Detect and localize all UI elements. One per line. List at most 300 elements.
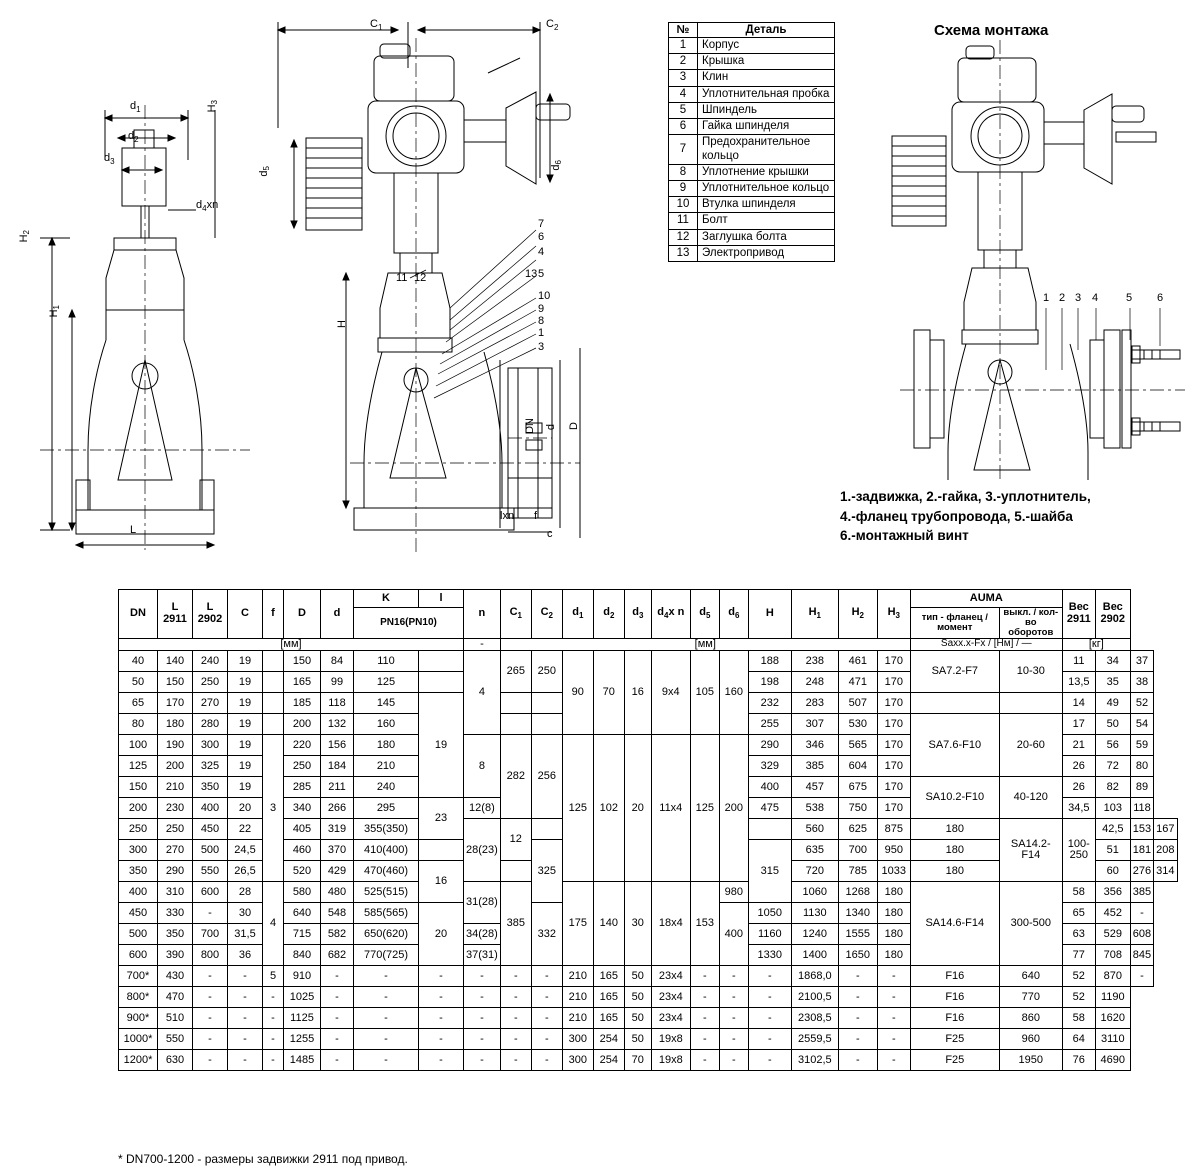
cell-weight-2911: 82 — [1095, 777, 1130, 798]
cell-d1: 175 — [562, 882, 593, 966]
col-K: K — [354, 590, 419, 608]
cell-H1: 1868,0 — [791, 966, 838, 987]
parts-table — [668, 22, 835, 262]
col-d3: $d_3$ — [624, 590, 651, 639]
cell-c2: - — [531, 1050, 562, 1071]
spec-table — [118, 589, 1178, 1071]
dim-label-h1: $H_1$ — [48, 305, 62, 318]
cell-l: - — [419, 1050, 464, 1071]
cell-H3: 180 — [877, 882, 910, 903]
auma-sub1: тип - фланец / момент — [910, 608, 999, 639]
cell-d6: - — [719, 1008, 748, 1029]
cell-moment: 960 — [999, 1029, 1062, 1050]
cell-n: 4 — [464, 651, 501, 735]
cell-H1: 3102,5 — [791, 1050, 838, 1071]
mounting-legend-line2: 4.-фланец трубопровода, 5.-шайба — [840, 508, 1073, 524]
cell-weight-2902: 118 — [1130, 798, 1153, 819]
cell-f — [263, 651, 284, 672]
cell-d6: - — [719, 1029, 748, 1050]
cell-f: - — [263, 1029, 284, 1050]
cell-weight-2911: 153 — [1130, 819, 1153, 840]
cell-H1: 238 — [791, 651, 838, 672]
unit-mm-1: [мм] — [119, 638, 464, 651]
cell-weight-2902: 167 — [1154, 819, 1177, 840]
cell-d4n: 11x4 — [651, 735, 690, 882]
cell-l2902: 400 — [193, 798, 228, 819]
cell-l2911: 270 — [158, 840, 193, 861]
cell-d: 319 — [321, 819, 354, 840]
cell-l2902: 500 — [193, 840, 228, 861]
cell-d5: - — [690, 1050, 719, 1071]
parts-header-no: № — [669, 23, 698, 38]
cell-H2: - — [838, 1029, 877, 1050]
col-D: D — [284, 590, 321, 639]
cell-H: - — [748, 1008, 791, 1029]
cell-l2911: 330 — [158, 903, 193, 924]
col-dn: DN — [119, 590, 158, 639]
parts-row-no: 1 — [669, 38, 698, 54]
cell-c1: 385 — [500, 882, 531, 966]
cell-D: 200 — [284, 714, 321, 735]
cell-weight-extra: 52 — [1062, 966, 1095, 987]
cell-l2902: 800 — [193, 945, 228, 966]
cell-weight-extra: 13,5 — [1062, 672, 1095, 693]
cell-d: - — [321, 1008, 354, 1029]
cell-weight-extra: 64 — [1062, 1029, 1095, 1050]
cell-l: 31(28) — [464, 882, 501, 924]
cell-d: 99 — [321, 672, 354, 693]
cell-H1: 2308,5 — [791, 1008, 838, 1029]
spec-row — [119, 651, 1178, 672]
cell-c: 19 — [228, 693, 263, 714]
cell-dn: 900* — [119, 1008, 158, 1029]
parts-row-name: Уплотнение крышки — [698, 164, 835, 180]
cell-H1: 457 — [791, 777, 838, 798]
cell-H: - — [748, 987, 791, 1008]
cell-weight-2911: 708 — [1095, 945, 1130, 966]
cell-l2911: 170 — [158, 693, 193, 714]
cell-H1: 1240 — [791, 924, 838, 945]
cell-l2902: - — [193, 1008, 228, 1029]
cell-H: 1330 — [748, 945, 791, 966]
dim-label-h3-left: $H_3$ — [206, 100, 220, 113]
cell-D: 185 — [284, 693, 321, 714]
parts-row — [669, 38, 835, 54]
cell-weight-2911: 1620 — [1095, 1008, 1130, 1029]
cell-l2911: 350 — [158, 924, 193, 945]
cell-weight-2911: 56 — [1095, 735, 1130, 756]
cell-l — [419, 651, 464, 672]
cell-H3: 180 — [910, 840, 999, 861]
cell-D: 840 — [284, 945, 321, 966]
cell-H2: 1555 — [838, 924, 877, 945]
cell-c: 26,5 — [228, 861, 263, 882]
cell-d: - — [321, 987, 354, 1008]
cell-d2: 165 — [593, 1008, 624, 1029]
cell-c: - — [228, 1008, 263, 1029]
col-H3: $H_3$ — [877, 590, 910, 639]
cell-K: 650(620) — [354, 924, 419, 945]
cell-n: - — [464, 966, 501, 987]
cell-d1: 300 — [562, 1050, 593, 1071]
cell-weight-2902: 608 — [1130, 924, 1153, 945]
parts-row-name: Уплотнительная пробка — [698, 86, 835, 102]
cell-l2902: - — [193, 966, 228, 987]
cell-d3: 20 — [624, 735, 651, 882]
cell-K: 240 — [354, 777, 419, 798]
cell-c: 22 — [228, 819, 263, 840]
cell-c: 31,5 — [228, 924, 263, 945]
cell-H: 635 — [791, 840, 838, 861]
dim-label-l: L — [130, 524, 137, 536]
cell-H2: 461 — [838, 651, 877, 672]
cell-d1: 210 — [562, 987, 593, 1008]
cell-H3: - — [877, 1008, 910, 1029]
col-d1: $d_1$ — [562, 590, 593, 639]
cell-c: 19 — [228, 672, 263, 693]
auma-title: AUMA — [969, 591, 1003, 604]
cell-weight-2911: 103 — [1095, 798, 1130, 819]
parts-row-no: 13 — [669, 245, 698, 261]
cell-f — [263, 693, 284, 714]
cell-weight-extra: 76 — [1062, 1050, 1095, 1071]
cell-d: 211 — [321, 777, 354, 798]
cell-f: - — [263, 1008, 284, 1029]
cell-d: 84 — [321, 651, 354, 672]
cell-weight-2911: 4690 — [1095, 1050, 1130, 1071]
cell-weight-2902: 80 — [1130, 756, 1153, 777]
parts-row-no: 4 — [669, 86, 698, 102]
cell-dn: 150 — [119, 777, 158, 798]
cell-auma: F16 — [910, 987, 999, 1008]
cell-H: 560 — [791, 819, 838, 840]
cell-H1: 283 — [791, 693, 838, 714]
cell-weight-2902: 59 — [1130, 735, 1153, 756]
cell-H1: 1400 — [791, 945, 838, 966]
cell-d: 582 — [321, 924, 354, 945]
cell-H2: - — [838, 1050, 877, 1071]
cell-l2911: 510 — [158, 1008, 193, 1029]
cell-n: 16 — [419, 861, 464, 903]
cell-H3: 180 — [877, 945, 910, 966]
cell-H2: 507 — [838, 693, 877, 714]
cell-d3: 50 — [624, 966, 651, 987]
cell-K: 180 — [354, 735, 419, 756]
cell-d: - — [321, 1050, 354, 1071]
cell-c1 — [500, 714, 531, 735]
cell-H: 198 — [748, 672, 791, 693]
cell-moment — [999, 693, 1062, 714]
cell-H3: - — [877, 966, 910, 987]
cell-l2902: - — [193, 1029, 228, 1050]
cell-l: - — [419, 1008, 464, 1029]
callout-9: 9 — [538, 303, 545, 315]
cell-K: - — [354, 1029, 419, 1050]
cell-d4n: 23x4 — [651, 966, 690, 987]
cell-d6: - — [719, 987, 748, 1008]
unit-saxx: Saxx.x-Fx / [Нм] / — — [910, 638, 1062, 651]
cell-H: 188 — [748, 651, 791, 672]
cell-auma: F16 — [910, 966, 999, 987]
cell-l2911: 180 — [158, 714, 193, 735]
cell-H3: - — [877, 1050, 910, 1071]
parts-row — [669, 197, 835, 213]
cell-d6: 400 — [719, 903, 748, 966]
callout-3: 3 — [538, 341, 545, 353]
cell-d2: 70 — [593, 651, 624, 735]
dim-label-d5: $d_5$ — [258, 166, 272, 177]
cell-weight-extra: 17 — [1062, 714, 1095, 735]
cell-D: 1025 — [284, 987, 321, 1008]
cell-l: 28(23) — [464, 819, 501, 882]
parts-row-name: Клин — [698, 70, 835, 86]
cell-c1: - — [500, 1050, 531, 1071]
cell-H: 1050 — [748, 903, 791, 924]
cell-H1: 538 — [791, 798, 838, 819]
cell-d2: 165 — [593, 987, 624, 1008]
cell-l: - — [419, 987, 464, 1008]
cell-l: 23 — [419, 798, 464, 840]
cell-K: 525(515) — [354, 882, 419, 903]
cell-d: 480 — [321, 882, 354, 903]
cell-moment: 770 — [999, 987, 1062, 1008]
dim-label-c: c — [547, 528, 553, 540]
col-K-sub: PN16(PN10) — [354, 608, 464, 639]
cell-dn: 700* — [119, 966, 158, 987]
cell-l: 19 — [419, 693, 464, 798]
col-c: C — [228, 590, 263, 639]
cell-c1: - — [500, 1029, 531, 1050]
parts-row-name: Втулка шпинделя — [698, 197, 835, 213]
mounting-drawing — [840, 40, 1190, 480]
cell-weight-2911: 35 — [1095, 672, 1130, 693]
cell-d3: 16 — [624, 651, 651, 735]
cell-weight-extra: 51 — [1095, 840, 1130, 861]
cell-H: - — [748, 1050, 791, 1071]
cell-H1: 625 — [838, 819, 877, 840]
cell-weight-2902: - — [1130, 903, 1153, 924]
cell-H1: 248 — [791, 672, 838, 693]
cell-H: 255 — [748, 714, 791, 735]
dim-label-h2: $H_2$ — [18, 230, 32, 243]
cell-K: 770(725) — [354, 945, 419, 966]
cell-D: 150 — [284, 651, 321, 672]
spec-row — [119, 1029, 1178, 1050]
left-elevation-drawing — [10, 10, 260, 570]
cell-D: 1255 — [284, 1029, 321, 1050]
col-H: H — [748, 590, 791, 639]
cell-l2911: 550 — [158, 1029, 193, 1050]
cell-dn: 800* — [119, 987, 158, 1008]
cell-H: 290 — [748, 735, 791, 756]
cell-weight-2911: 452 — [1095, 903, 1130, 924]
cell-c: - — [228, 966, 263, 987]
col-f: f — [263, 590, 284, 639]
col-H2: $H_2$ — [838, 590, 877, 639]
spec-table-header — [119, 590, 1178, 651]
cell-f: 4 — [263, 882, 284, 966]
cell-c: 19 — [228, 735, 263, 756]
cell-D: 340 — [284, 798, 321, 819]
cell-d5: - — [690, 1008, 719, 1029]
cell-l2911: 250 — [158, 819, 193, 840]
callout-12: 12 — [414, 272, 427, 284]
cell-H3: - — [877, 987, 910, 1008]
cell-d6: 160 — [719, 651, 748, 735]
parts-row-no: 12 — [669, 229, 698, 245]
cell-d1: 125 — [562, 735, 593, 882]
unit-dash: - — [464, 638, 501, 651]
cell-d: - — [321, 966, 354, 987]
parts-row — [669, 245, 835, 261]
cell-H: 232 — [748, 693, 791, 714]
cell-K: 355(350) — [354, 819, 419, 840]
cell-weight-2902: 314 — [1154, 861, 1177, 882]
cell-dn: 40 — [119, 651, 158, 672]
cell-d: 548 — [321, 903, 354, 924]
col-d: d — [321, 590, 354, 639]
cell-n: - — [464, 1050, 501, 1071]
cell-H3: 170 — [877, 777, 910, 798]
parts-row-no: 2 — [669, 54, 698, 70]
dim-label-dn: DN — [524, 418, 536, 434]
cell-weight-2902: - — [1130, 966, 1153, 987]
cell-l2911: 230 — [158, 798, 193, 819]
cell-weight-extra: 63 — [1062, 924, 1095, 945]
cell-D: 250 — [284, 756, 321, 777]
cell-d3: 50 — [624, 1008, 651, 1029]
section-drawing — [250, 8, 660, 568]
cell-c: - — [228, 1050, 263, 1071]
col-l2911: L 2911 — [158, 590, 193, 639]
cell-H3: 170 — [877, 735, 910, 756]
cell-c2: - — [531, 987, 562, 1008]
dim-label-d6: $d_6$ — [550, 160, 564, 171]
cell-weight-extra: 26 — [1062, 756, 1095, 777]
col-c1: $C_1$ — [500, 590, 531, 639]
cell-auma: SA7.6-F10 — [910, 714, 999, 777]
cell-H2: 1268 — [838, 882, 877, 903]
cell-weight-2902: 89 — [1130, 777, 1153, 798]
callout-5: 5 — [538, 268, 545, 280]
parts-row — [669, 86, 835, 102]
cell-d: 132 — [321, 714, 354, 735]
cell-D: 460 — [284, 840, 321, 861]
cell-c1: 265 — [500, 651, 531, 693]
cell-H1: 346 — [791, 735, 838, 756]
spec-row — [119, 1008, 1178, 1029]
cell-weight-2902: 38 — [1130, 672, 1153, 693]
cell-H1: 2559,5 — [791, 1029, 838, 1050]
cell-l2911: 630 — [158, 1050, 193, 1071]
cell-l2911: 140 — [158, 651, 193, 672]
cell-dn: 80 — [119, 714, 158, 735]
cell-c1 — [500, 861, 531, 882]
dim-label-D: D — [568, 422, 580, 430]
cell-c2 — [531, 693, 562, 714]
mounting-legend-line1: 1.-задвижка, 2.-гайка, 3.-уплотнитель, — [840, 489, 1091, 504]
cell-D: 1485 — [284, 1050, 321, 1071]
cell-auma: SA14.2-F14 — [999, 819, 1062, 882]
col-n: n — [464, 590, 501, 639]
spec-row — [119, 987, 1178, 1008]
cell-c: 28 — [228, 882, 263, 903]
dim-label-c1: $C_1$ — [370, 18, 383, 33]
cell-H3: 170 — [877, 672, 910, 693]
cell-K: 160 — [354, 714, 419, 735]
parts-row — [669, 213, 835, 229]
cell-H2: 604 — [838, 756, 877, 777]
cell-H2: 750 — [838, 798, 877, 819]
cell-c: - — [228, 1029, 263, 1050]
cell-l2902: - — [193, 903, 228, 924]
cell-l2902: 325 — [193, 756, 228, 777]
cell-c2: 250 — [531, 651, 562, 693]
cell-f — [263, 672, 284, 693]
cell-H3: 170 — [877, 693, 910, 714]
cell-D: 640 — [284, 903, 321, 924]
cell-f — [263, 714, 284, 735]
cell-auma: F25 — [910, 1050, 999, 1071]
cell-weight-extra: 26 — [1062, 777, 1095, 798]
cell-weight-2902: 208 — [1154, 840, 1177, 861]
cell-dn: 125 — [119, 756, 158, 777]
cell-d5: - — [690, 1029, 719, 1050]
cell-d6: - — [719, 966, 748, 987]
cell-H2: 675 — [838, 777, 877, 798]
cell-d6: 315 — [748, 840, 791, 903]
cell-H: 980 — [719, 882, 748, 903]
cell-c1 — [419, 840, 464, 861]
cell-H: 720 — [791, 861, 838, 882]
cell-weight-extra: 58 — [1062, 1008, 1095, 1029]
cell-H1: 785 — [838, 861, 877, 882]
cell-f: - — [263, 987, 284, 1008]
cell-d: 266 — [321, 798, 354, 819]
cell-auma: F25 — [910, 1029, 999, 1050]
cell-dn: 400 — [119, 882, 158, 903]
cell-l2902: 280 — [193, 714, 228, 735]
cell-c2 — [748, 819, 791, 840]
cell-auma: SA10.2-F10 — [910, 777, 999, 819]
footnote: * DN700-1200 - размеры задвижки 2911 под привод. — [118, 1152, 408, 1166]
parts-row — [669, 164, 835, 180]
cell-d4n: 19x8 — [651, 1050, 690, 1071]
cell-weight-2911: 3110 — [1095, 1029, 1130, 1050]
cell-weight-extra: 21 — [1062, 735, 1095, 756]
cell-d6: - — [719, 1050, 748, 1071]
parts-row-no: 7 — [669, 135, 698, 164]
cell-weight-2911: 356 — [1095, 882, 1130, 903]
cell-c: 20 — [228, 798, 263, 819]
cell-D: 1125 — [284, 1008, 321, 1029]
cell-D: 910 — [284, 966, 321, 987]
cell-c: 36 — [228, 945, 263, 966]
callout-11: 11 — [396, 272, 408, 284]
cell-d4n: 23x4 — [651, 1008, 690, 1029]
cell-l2911: 290 — [158, 861, 193, 882]
cell-weight-extra: 60 — [1095, 861, 1130, 882]
cell-c: 24,5 — [228, 840, 263, 861]
cell-H3: 180 — [877, 903, 910, 924]
callout-7: 7 — [538, 218, 545, 230]
parts-row-name: Болт — [698, 213, 835, 229]
dim-label-f: f — [534, 510, 538, 522]
cell-weight-2902: 37 — [1130, 651, 1153, 672]
cell-H2: - — [838, 1008, 877, 1029]
cell-H1: 1060 — [791, 882, 838, 903]
cell-d3: 70 — [624, 1050, 651, 1071]
